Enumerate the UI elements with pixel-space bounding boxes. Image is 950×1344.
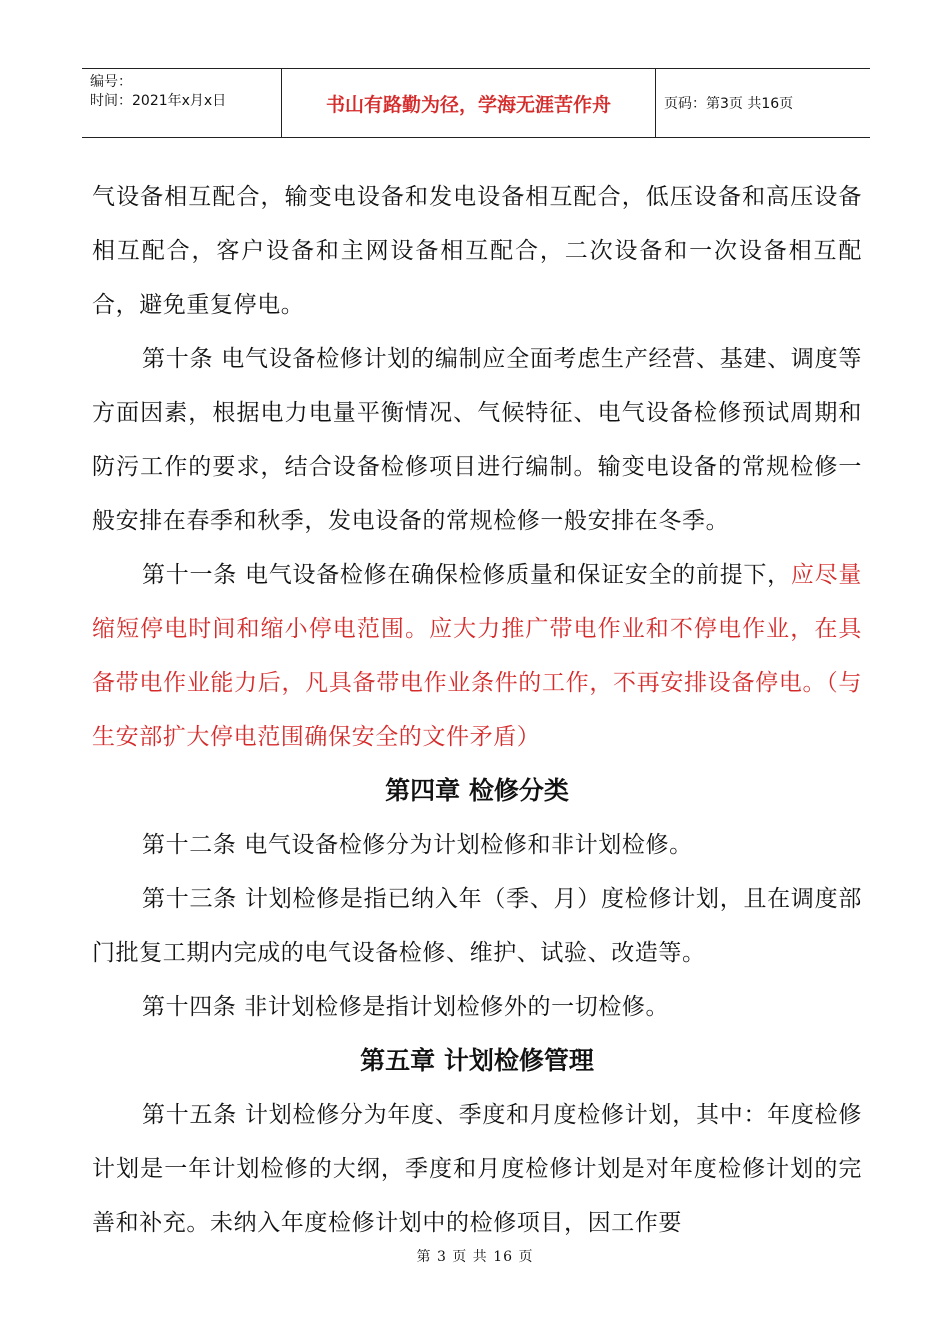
chapter-5-title: 第五章 计划检修管理 — [360, 1046, 594, 1075]
paragraph-article-15: 第十五条 计划检修分为年度、季度和月度检修计划，其中：年度检修计划是一年计划检修的大纲，季度和月度检修计划是对年度检修计划的完善和补充。未纳入年度检修计划中的检修项目，因工作要 — [92, 1102, 862, 1236]
paragraph-continuation: 气设备相互配合，输变电设备和发电设备相互配合，低压设备和高压设备相互配合，客户设备和主网设备相互配合，二次设备和一次设备相互配合，避免重复停电。 — [92, 184, 862, 318]
paragraph-article-11 — [92, 548, 862, 764]
article-11-text: 第十一条 电气设备检修在确保检修质量和保证安全的前提下， — [142, 562, 791, 588]
paragraph-article-12: 第十二条 电气设备检修分为计划检修和非计划检修。 — [142, 832, 693, 858]
header-page-info: 页码：第3页 共16页 — [664, 96, 794, 112]
header-motto: 书山有路勤为径，学海无涯苦作舟 — [282, 69, 656, 137]
document-body — [92, 170, 862, 1250]
chapter-4-title: 第四章 检修分类 — [385, 776, 569, 805]
paragraph-article-13: 第十三条 计划检修是指已纳入年（季、月）度检修计划，且在调度部门批复工期内完成的电气设备检修、维护、试验、改造等。 — [92, 886, 862, 966]
paragraph-article-14: 第十四条 非计划检修是指计划检修外的一切检修。 — [142, 994, 670, 1020]
document-header — [82, 68, 870, 138]
number-label: 编号： — [90, 74, 132, 90]
article-11-highlighted-text: 应尽量缩短停电时间和缩小停电范围。应大力推广带电作业和不停电作业，在具备带电作业能力后，凡具备带电作业条件的工作，不再安排设备停电。（与生安部扩大停电范围确保安全的文件矛盾） — [92, 562, 862, 750]
page-footer: 第 3 页 共 16 页 — [416, 1249, 534, 1265]
time-label: 时间：2021年x月x日 — [90, 93, 227, 109]
header-meta — [82, 69, 282, 137]
paragraph-article-10: 第十条 电气设备检修计划的编制应全面考虑生产经营、基建、调度等方面因素，根据电力电量平衡情况、气候特征、电气设备检修预试周期和防污工作的要求，结合设备检修项目进行编制。输变电设备的常规检修一般安排在春季和秋季，发电设备的常规检修一般安排在冬季。 — [92, 346, 862, 534]
